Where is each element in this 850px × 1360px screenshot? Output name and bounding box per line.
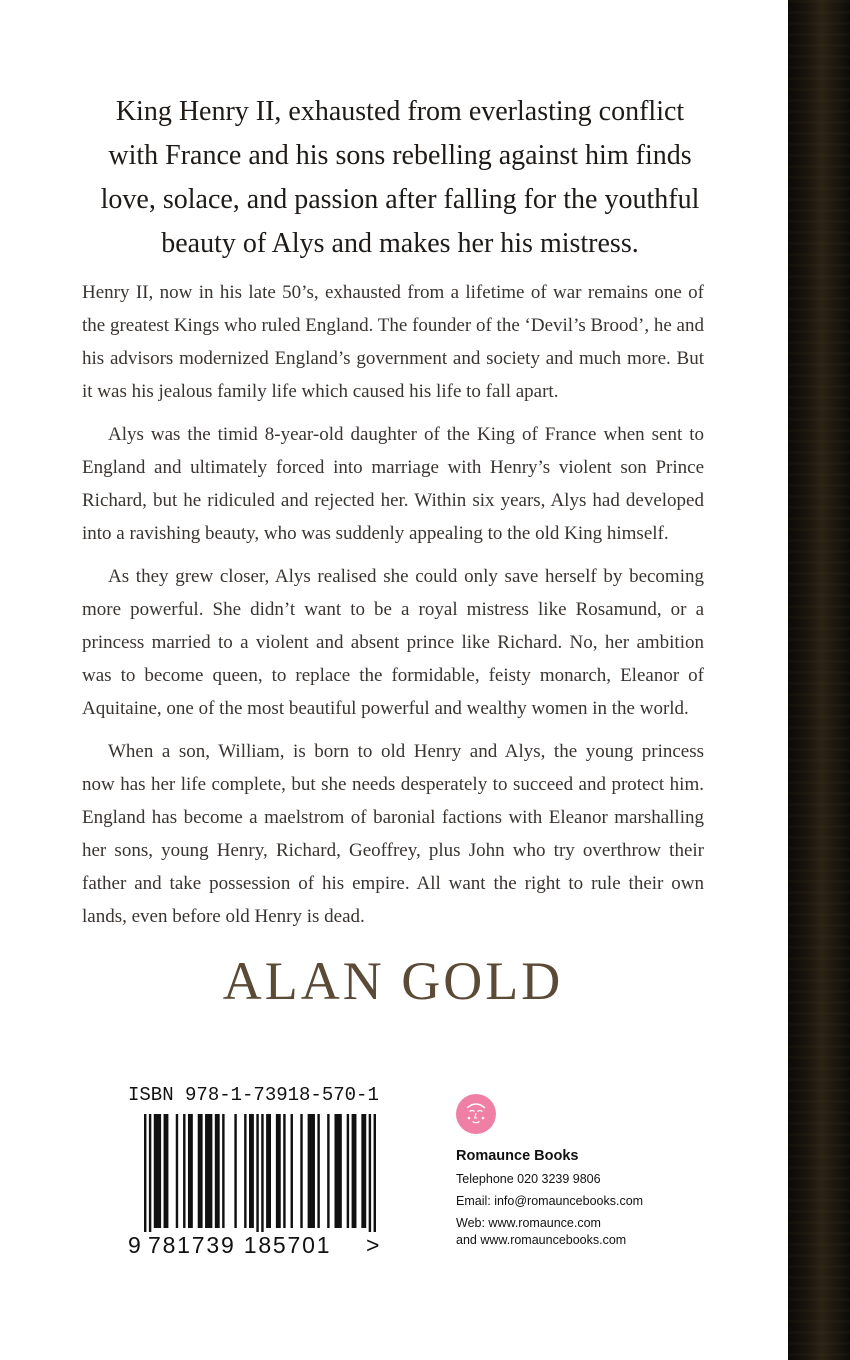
blurb-line: England and ultimately forced into marriage with Henry’s violent son Prince <box>82 457 704 478</box>
barcode-bar <box>215 1114 220 1228</box>
barcode-bar <box>261 1114 263 1232</box>
barcode-bar <box>154 1114 161 1228</box>
barcode-bar <box>361 1114 366 1228</box>
publisher-email: Email: info@romauncebooks.com <box>456 1194 644 1208</box>
barcode-bar <box>183 1114 185 1228</box>
barcode-quiet-zone-mark: > <box>366 1232 380 1258</box>
blurb-line: Alys was the timid 8-year-old daughter of the King of France when sent to <box>108 424 704 445</box>
barcode-bar <box>244 1114 246 1228</box>
blurb-line: it was his jealous family life which caused his life to fall apart. <box>82 381 559 402</box>
isbn-barcode <box>128 1084 388 1284</box>
barcode-bar <box>352 1114 357 1228</box>
barcode-bar <box>283 1114 285 1228</box>
romaunce-face-logo-icon <box>456 1094 496 1134</box>
tagline-line: love, solace, and passion after falling for the youthful <box>100 184 700 215</box>
publisher-name: Romaunce Books <box>456 1148 579 1164</box>
blurb-line: As they grew closer, Alys realised she could only save herself by becoming <box>108 566 704 587</box>
tagline <box>100 90 700 266</box>
blurb-paragraph <box>82 560 704 725</box>
barcode-bar <box>317 1114 319 1228</box>
barcode-digits: 781739 185701 <box>148 1232 332 1258</box>
publisher-web-secondary: and www.romauncebooks.com <box>456 1233 627 1247</box>
barcode-bar <box>334 1114 341 1228</box>
book-spine-edge <box>788 0 850 1360</box>
barcode-bar <box>266 1114 271 1228</box>
publisher-telephone: Telephone 020 3239 9806 <box>456 1172 601 1186</box>
publisher-web: Web: www.romaunce.com <box>456 1216 601 1230</box>
blurb-paragraph <box>82 418 704 550</box>
barcode-bar <box>369 1114 371 1232</box>
author-name: ALAN GOLD <box>222 951 564 1011</box>
barcode-bar <box>188 1114 193 1228</box>
barcode-bar <box>144 1114 146 1232</box>
tagline-line: with France and his sons rebelling against him finds <box>108 140 692 171</box>
barcode-bar <box>347 1114 349 1228</box>
barcode-bar <box>291 1114 293 1228</box>
barcode-bar <box>276 1114 281 1228</box>
publisher-info <box>456 1094 756 1247</box>
barcode-bar <box>164 1114 169 1228</box>
blurb-line: now has her life complete, but she needs desperately to succeed and protect him. <box>82 774 704 795</box>
blurb-line: the greatest Kings who ruled England. The founder of the ‘Devil’s Brood’, he and <box>82 315 704 336</box>
blurb-line: into a ravishing beauty, who was suddenly appealing to the old King himself. <box>82 523 669 544</box>
barcode-bars <box>144 1114 376 1232</box>
blurb-line: England has become a maelstrom of baronial factions with Eleanor marshalling <box>82 807 704 828</box>
barcode-bar <box>149 1114 151 1232</box>
blurb-line: Aquitaine, one of the most beautiful powerful and wealthy women in the world. <box>82 698 689 719</box>
barcode-bar <box>256 1114 258 1232</box>
barcode-bar <box>327 1114 329 1228</box>
barcode-bar <box>374 1114 376 1232</box>
blurb-line: Henry II, now in his late 50’s, exhausted from a lifetime of war remains one of <box>82 282 704 303</box>
blurb-line: her sons, young Henry, Richard, Geoffrey, plus John who try overthrow their <box>82 840 704 861</box>
tagline-line: King Henry II, exhausted from everlasting conflict <box>115 96 685 127</box>
tagline-line: beauty of Alys and makes her his mistress. <box>161 228 639 259</box>
blurb-line: Richard, but he ridiculed and rejected her. Within six years, Alys had developed <box>82 490 704 511</box>
blurb-line: was to become queen, to replace the formidable, feisty monarch, Eleanor of <box>82 665 704 686</box>
blurb-line: his advisors modernized England’s government and society and much more. But <box>82 348 704 369</box>
blurb-paragraph <box>82 276 704 408</box>
barcode-bar <box>205 1114 212 1228</box>
blurb-line: princess married to a violent and absent prince like Richard. No, her ambition <box>82 632 704 653</box>
isbn-label: ISBN 978-1-73918-570-1 <box>128 1084 379 1106</box>
barcode-bar <box>308 1114 315 1228</box>
barcode-bar <box>222 1114 224 1228</box>
barcode-bar <box>300 1114 302 1228</box>
blurb-paragraph <box>82 735 704 933</box>
blurb-line: When a son, William, is born to old Henry and Alys, the young princess <box>108 741 704 762</box>
barcode-bar <box>198 1114 203 1228</box>
barcode-first-digit: 9 <box>128 1232 141 1258</box>
blurb-line: more powerful. She didn’t want to be a royal mistress like Rosamund, or a <box>82 599 704 620</box>
blurb-line: lands, even before old Henry is dead. <box>82 906 365 927</box>
blurb-line: father and take possession of his empire. All want the right to rule their own <box>82 873 704 894</box>
barcode-bar <box>176 1114 178 1228</box>
barcode-bar <box>249 1114 254 1228</box>
book-blurb <box>82 276 704 943</box>
barcode-bar <box>234 1114 236 1228</box>
